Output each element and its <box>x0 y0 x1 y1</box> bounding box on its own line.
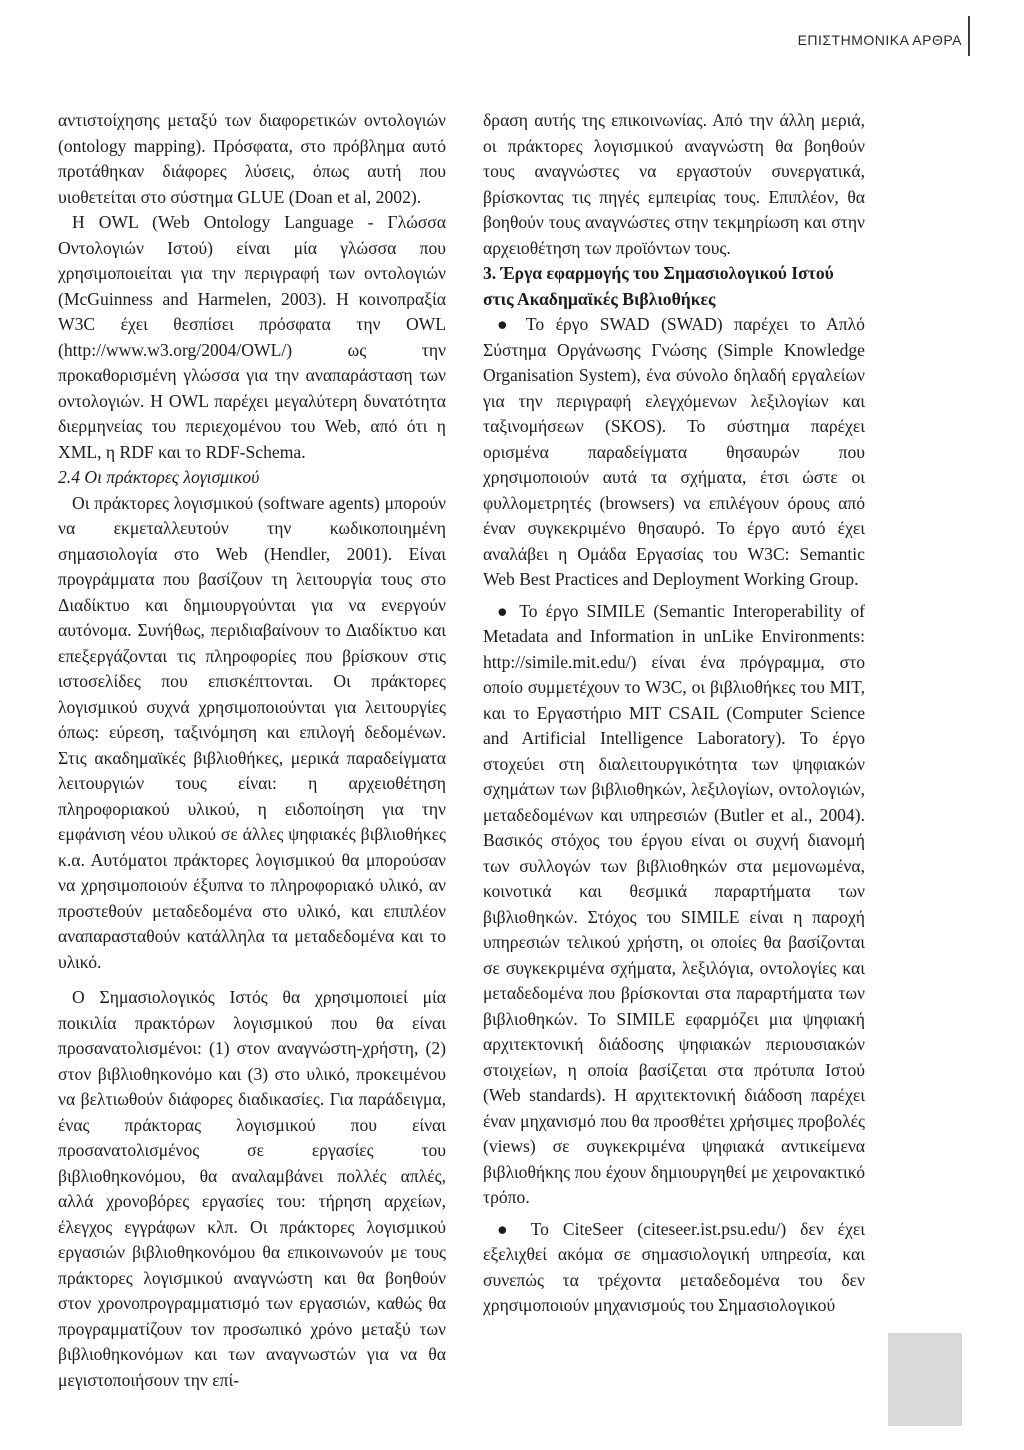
page-edge-tab <box>888 1333 962 1426</box>
paragraph-semantic-web-agents: Ο Σημασιολογικός Ιστός θα χρησιμοποιεί μία ποικιλία πρακτόρων λογισμικού που θα είναι προσανατολισμένοι: (1) στον αναγνώστη-χρήστη, (2) στον βιβλιοθηκονόμο και (3) στο υλικό, προκειμένου να βελτιωθούν διάφορες διαδικασίες. Για παράδειγμα, ένας πράκτορας λογισμικού που είναι προσανατολισμένος σε εργασίες του βιβλιοθηκονόμου, θα αναλαμβάνει πολλές απλές, αλλά χρονοβόρες εργασίες του: τήρηση αρχείων, έλεγχος εγγράφων κλπ. Οι πράκτορες λογισμικού εργασιών βιβλιοθηκονόμου θα επικοινωνούν με τους πράκτορες λογισμικού αναγνώστη και θα βοηθούν στον χρονοπρογραμματισμό των εργασιών, καθώς θα προγραμματίζουν τον προσωπικό χρόνο μεταξύ των βιβλιοθηκονόμων και των αναγνωστών για να θα μεγιστοποιήσουν την επί- <box>58 987 446 1390</box>
list-item-simile <box>483 599 865 1211</box>
section-header-label: ΕΠΙΣΤΗΜΟΝΙΚΑ ΑΡΘΡΑ <box>797 32 962 48</box>
list-item-citeseer <box>483 1217 865 1319</box>
header-divider <box>968 16 970 56</box>
section-heading-applications: 3. Έργα εφαρμογής του Σημασιολογικού Ιστού στις Ακαδημαϊκές Βιβλιοθήκες <box>483 263 834 309</box>
list-item-swad <box>483 312 865 593</box>
right-column <box>483 108 865 1319</box>
subsection-heading-software-agents: 2.4 Οι πράκτορες λογισμικού <box>58 467 260 487</box>
bullet-icon: ● <box>497 314 515 334</box>
paragraph-continuation: δραση αυτής της επικοινωνίας. Από την άλλη μεριά, οι πράκτορες λογισμικού αναγνώστη θα βοηθούν τους αναγνώστες να εργαστούν συνεργατικά, βρίσκοντας τις πηγές εμπειρίας τους. Επιπλέον, θα βοηθούν τους αναγνώστες στην τεκμηρίωση και στην αρχειοθέτηση των προϊόντων τους. <box>483 110 865 258</box>
paragraph-software-agents: Οι πράκτορες λογισμικού (software agents) μπορούν να εκμεταλλευτούν την κωδικοποιημένη σημασιολογία στο Web (Hendler, 2001). Είναι προγράμματα που βασίζουν τη λειτουργία τους στο Διαδίκτυο και δημιουργούνται για να ενεργούν αυτόνομα. Συνήθως, περιδιαβαίνουν το Διαδίκτυο και επεξεργάζονται τις πληροφορίες που βρίσκουν στις ιστοσελίδες που επισκέπτονται. Οι πράκτορες λογισμικού συχνά χρησιμοποιούνται για λειτουργίες όπως: εύρεση, ταξινόμηση και επιλογή δεδομένων. Στις ακαδημαϊκές βιβλιοθήκες, μερικά παραδείγματα λειτουργιών τους είναι: η αρχειοθέτηση πληροφοριακού υλικού, η ειδοποίηση για την εμφάνιση νέου υλικού σε άλλες ψηφιακές βιβλιοθήκες κ.α. Αυτόματοι πράκτορες λογισμικού θα μπορούσαν να χρησιμοποιούν έξυπνα το πληροφοριακό υλικό, αν προστεθούν μεταδεδομένα στο υλικό, και επιπλέον αναπαρασταθούν κατάλληλα τα μεταδεδομένα και το υλικό. <box>58 492 446 972</box>
list-item-text: Το έργο SIMILE (Semantic Interoperability of Metadata and Information in unLike Environments: http://simile.mit.edu/) είναι ένα πρόγραμμα, στο οποίο συμμετέχουν το W3C, οι βιβλιοθήκες του MIT, και το Εργαστήριο MIT CSAIL (Computer Science and Artificial Intelligence Laboratory). Το έργο στοχεύει στη διαλειτουργικότητα των ψηφιακών σχημάτων των βιβλιοθηκών, λεξιλογίων, οντολογιών, μεταδεδομένων και υπηρεσιών (Butler et al., 2004). Βασικός στόχος του έργου είναι οι συχνή διανομή των συλλογών των βιβλιοθηκών στα μεμονωμένα, κοινοτικά και θεσμικά παραρτήματα των βιβλιοθηκών. Στόχος του SIMILE είναι η παροχή υπηρεσιών τελικού χρήστη, οι οποίες θα βασίζονται σε συγκεκριμένα σχήματα, λεξιλόγια, οντολογίες και μεταδεδομένα που βρίσκονται στα παραρτήματα των βιβλιοθηκών. Το SIMILE εφαρμόζει μια ψηφιακή αρχιτεκτονική διάδοσης ψηφιακών περιουσιακών στοιχείων, η οποία βασίζεται στα πρότυπα Ιστού (Web standards). Η αρχιτεκτονική διάδοση παρέχει έναν μηχανισμό που θα προσθέτει χρήσιμες προβολές (views) σε συγκεκριμένα ψηφιακά αντικείμενα βιβλιοθήκης που έχουν δημιουργηθεί με χειρονακτικό τρόπο. <box>483 600 865 1207</box>
list-item-text: Το έργο SWAD (SWAD) παρέχει το Απλό Σύστημα Οργάνωσης Γνώσης (Simple Knowledge Organisation System), ένα σύνολο δηλαδή εργαλείων για την περιγραφή ελεγχόμενων λεξιλογίων και ταξινομήσεων (SKOS). Το σύστημα παρέχει ορισμένα παραδείγματα θησαυρών που χρησιμοποιούν αυτά τα σχήματα, έτσι ώστε οι φυλλομετρητές (browsers) να επιλέγουν όρους από έναν συγκεκριμένο θησαυρό. Το έργο αυτό έχει αναλάβει η Ομάδα Εργασίας του W3C: Semantic Web Best Practices and Deployment Working Group. <box>483 314 865 589</box>
paragraph-ontology-mapping: αντιστοίχησης μεταξύ των διαφορετικών οντολογιών (ontology mapping). Πρόσφατα, στο πρόβλημα αυτό προτάθηκαν διάφορες λύσεις, όπως αυτή που υιοθετείται στο σύστημα GLUE (Doan et al, 2002). <box>58 110 446 207</box>
bullet-icon: ● <box>497 1218 518 1239</box>
list-item-text: Το CiteSeer (citeseer.ist.psu.edu/) δεν έχει εξελιχθεί ακόμα σε σημασιολογική υπηρεσία, και συνεπώς τα τρέχοντα μεταδεδομένα του δεν χρησιμοποιούν μηχανισμούς του Σημασιολογικού <box>483 1218 865 1315</box>
bullet-icon: ● <box>497 600 512 621</box>
paragraph-owl: Η OWL (Web Ontology Language - Γλώσσα Οντολογιών Ιστού) είναι μία γλώσσα που χρησιμοποιείται για την περιγραφή των οντολογιών (McGuinness and Harmelen, 2003). Η κοινοπραξία W3C έχει θεσπίσει πρόσφατα την OWL (http://www.w3.org/2004/OWL/) ως την προκαθορισμένη γλώσσα για την αναπαράσταση των οντολογιών. Η OWL παρέχει μεγαλύτερη δυνατότητα διερμηνείας του περιεχομένου του Web, από ότι η XML, η RDF και το RDF-Schema. <box>58 212 446 462</box>
left-column <box>58 108 446 1393</box>
